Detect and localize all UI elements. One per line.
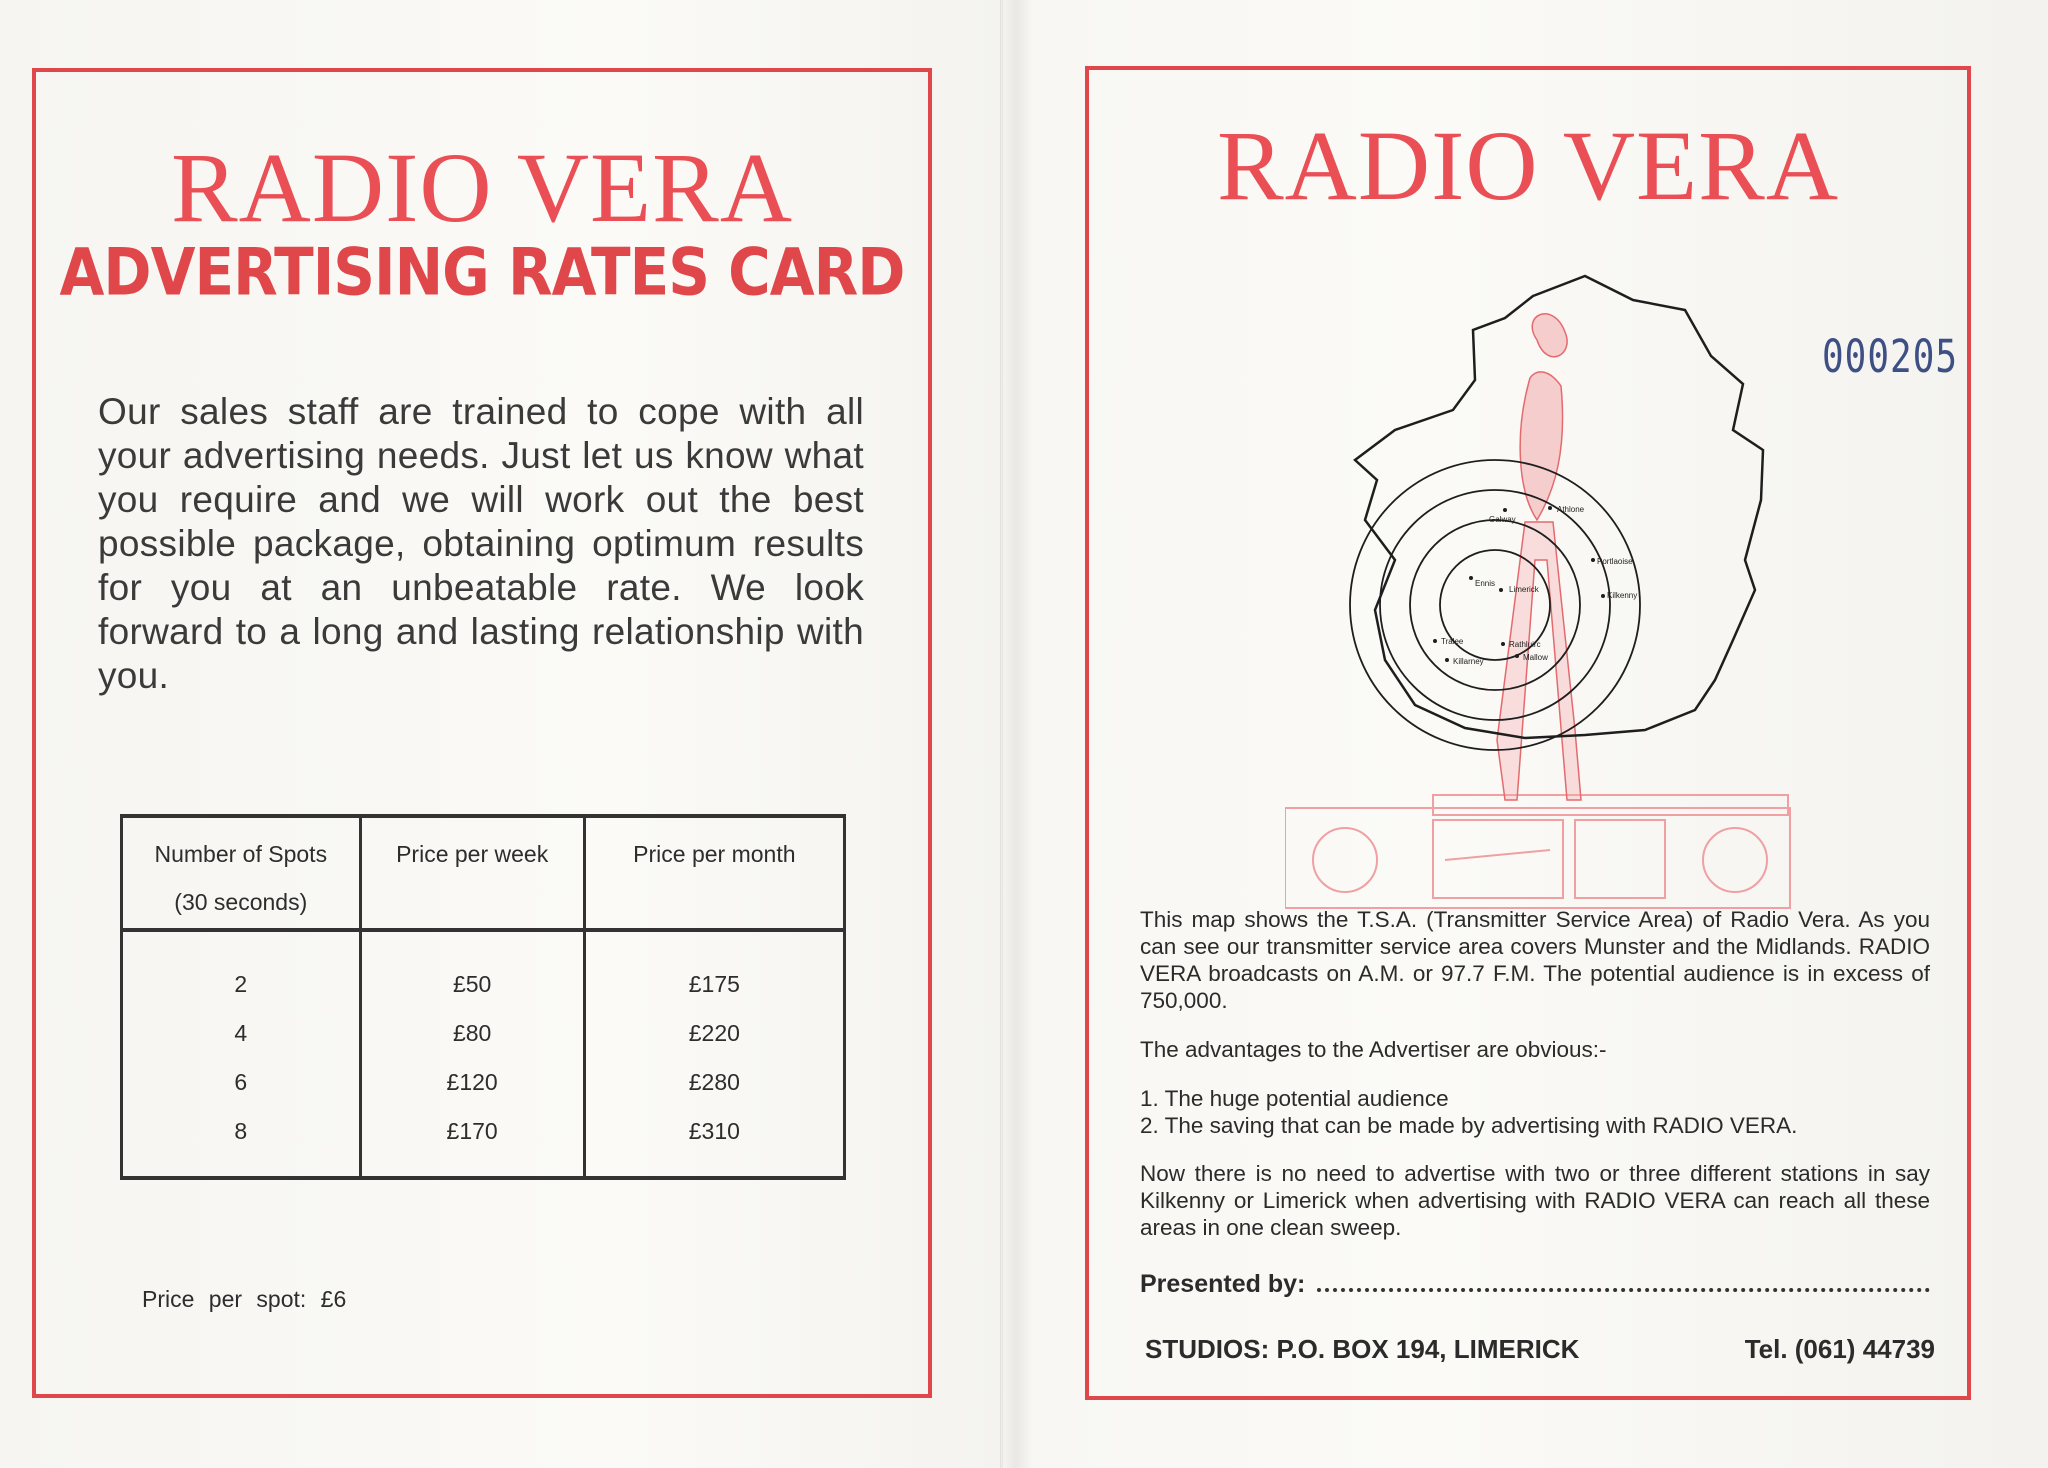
advantages-list (1140, 1085, 1930, 1139)
table-row: 2 £50 £175 (122, 930, 845, 1009)
town-label: Killarney (1453, 657, 1484, 666)
table-header-row (122, 816, 845, 930)
card-subtitle: ADVERTISING RATES CARD (59, 233, 905, 311)
intro-paragraph: Our sales staff are trained to cope with all your advertising needs. Just let us know what you require and we will work out the best possible package, obtaining optimum results for you at an unbeatable rate. We look forward to a long and lasting relationship with you. (98, 391, 864, 696)
serial-number-stamp: 000205 (1822, 331, 1959, 384)
rates-table (120, 814, 846, 1180)
advantages-heading: The advantages to the Advertiser are obvious:- (1140, 1037, 1607, 1062)
table-row: 8 £170 £310 (122, 1107, 845, 1178)
town-label: Kilkenny (1607, 591, 1638, 600)
town-label: Tralee (1441, 637, 1464, 646)
coverage-panel (1085, 66, 1971, 1400)
town-label: Mallow (1523, 653, 1548, 662)
sweep-paragraph: Now there is no need to advertise with two or three different stations in say Kilkenny or Limerick when advertising with RADIO VERA can reach all these areas in one clean sweep. (1140, 1161, 1930, 1240)
coverage-map-svg (1285, 260, 1805, 920)
town-label: Limerick (1509, 585, 1539, 594)
header-price-per-month: Price per month (584, 816, 844, 930)
table-row: 6 £120 £280 (122, 1058, 845, 1107)
figure-drawing (1497, 314, 1581, 800)
transmitter-rings (1350, 460, 1640, 750)
presented-by-line (1140, 1270, 1930, 1299)
coverage-map-illustration (1285, 260, 1805, 920)
coverage-paragraph: This map shows the T.S.A. (Transmitter Service Area) of Radio Vera. As you can see our transmitter service area covers Munster and the Midlands. RADIO VERA broadcasts on A.M. or 97.7 F.M. The potential audience is in excess of 750,000. (1140, 907, 1930, 1013)
price-per-spot: Price per spot: £6 (142, 1286, 347, 1312)
station-title: RADIO VERA (170, 132, 794, 243)
rates-card-panel (32, 68, 932, 1398)
list-item: 2. The saving that can be made by advertising with RADIO VERA. (1140, 1113, 1798, 1138)
studios-address: STUDIOS: P.O. BOX 194, LIMERICK (1145, 1334, 1580, 1364)
center-fold (1000, 0, 1003, 1468)
table-row: 4 £80 £220 (122, 1009, 845, 1058)
presented-by-label: Presented by: (1140, 1270, 1306, 1298)
town-label: Rathluirc (1509, 640, 1541, 649)
studios-footer (1145, 1334, 1935, 1365)
town-label: Galway (1489, 515, 1516, 524)
list-item: 1. The huge potential audience (1140, 1086, 1449, 1111)
town-label: Athlone (1557, 505, 1585, 514)
town-label: Ennis (1475, 579, 1496, 588)
presented-by-blank (1317, 1270, 1930, 1292)
radio-set-drawing (1285, 795, 1790, 908)
header-number-of-spots: Number of Spots (30 seconds) (122, 816, 361, 930)
town-label: Portlaoise (1597, 557, 1633, 566)
station-title: RADIO VERA (1216, 110, 1840, 221)
header-price-per-week: Price per week (360, 816, 584, 930)
studios-telephone: Tel. (061) 44739 (1744, 1334, 1935, 1364)
